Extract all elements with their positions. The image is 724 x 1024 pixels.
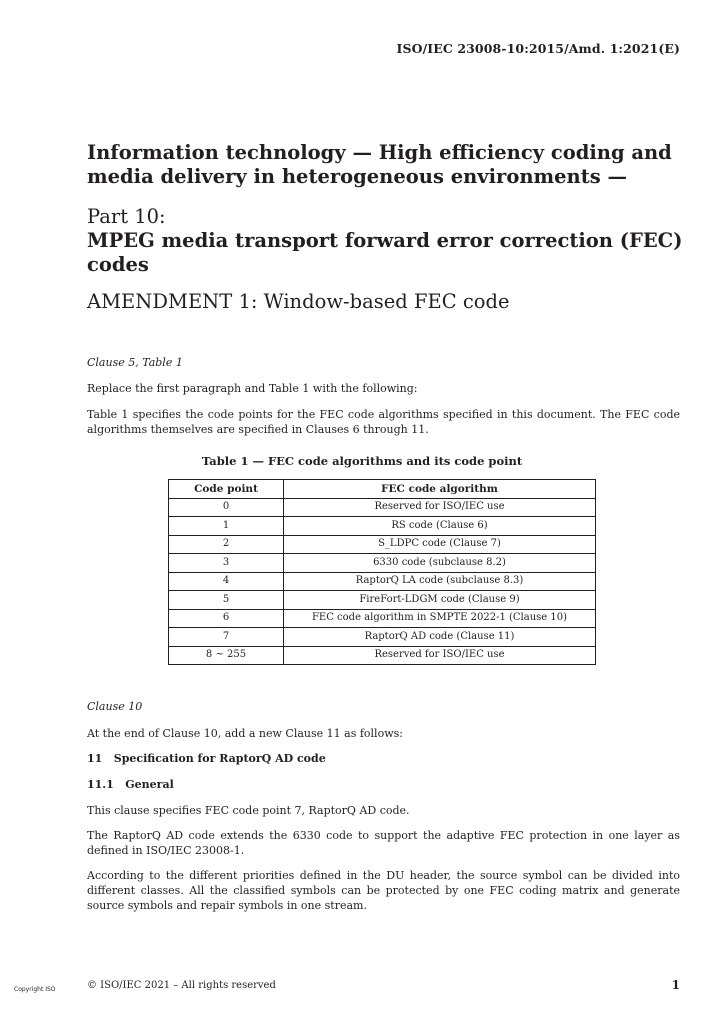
document-main-title: Information technology — High efficiency coding and media delivery in heterogeneous environments — — [87, 141, 672, 188]
fec-code-table — [168, 479, 596, 665]
copyright-stamp: Copyright ISO — [14, 986, 56, 993]
table-row — [169, 609, 596, 628]
table-title: Table 1 — FEC code algorithms and its code point — [201, 454, 523, 468]
code-point-cell: 0 — [169, 498, 284, 517]
algorithm-cell: RaptorQ LA code (subclause 8.3) — [284, 572, 596, 591]
algorithm-cell: Reserved for ISO/IEC use — [284, 498, 596, 517]
table-row — [169, 535, 596, 554]
algorithm-cell: FireFort-LDGM code (Clause 9) — [284, 591, 596, 610]
part-title: MPEG media transport forward error correction (FEC) codes — [87, 229, 683, 276]
table-row — [169, 646, 596, 665]
document-id: ISO/IEC 23008-10:2015/Amd. 1:2021(E) — [396, 41, 680, 56]
code-point-cell: 8 ~ 255 — [169, 646, 284, 665]
table-row — [169, 554, 596, 573]
heading-clause-11: 11 Specification for RaptorQ AD code — [87, 752, 326, 765]
clause-reference-2: Clause 10 — [87, 700, 143, 713]
paragraph-general-2: The RaptorQ AD code extends the 6330 code to support the adaptive FEC protection in one layer as defined in ISO/IEC 23008-1. — [87, 829, 680, 857]
page-number: 1 — [671, 978, 680, 992]
code-point-cell: 2 — [169, 535, 284, 554]
algorithm-cell: 6330 code (subclause 8.2) — [284, 554, 596, 573]
code-point-cell: 7 — [169, 628, 284, 647]
code-point-cell: 5 — [169, 591, 284, 610]
table-row — [169, 628, 596, 647]
paragraph-general-1: This clause specifies FEC code point 7, RaptorQ AD code. — [87, 804, 410, 817]
footer-copyright: © ISO/IEC 2021 – All rights reserved — [87, 980, 276, 991]
table-row — [169, 517, 596, 536]
code-point-cell: 1 — [169, 517, 284, 536]
table-row — [169, 591, 596, 610]
algorithm-cell: FEC code algorithm in SMPTE 2022-1 (Clause 10) — [284, 609, 596, 628]
heading-clause-11-1: 11.1 General — [87, 778, 174, 791]
algorithm-cell: Reserved for ISO/IEC use — [284, 646, 596, 665]
paragraph-general-3: According to the different priorities defined in the DU header, the source symbol can be divided into different classes. All the classified symbols can be protected by one FEC coding matrix and generate source symbols and repair symbols in one stream. — [87, 869, 680, 912]
code-point-cell: 3 — [169, 554, 284, 573]
algorithm-cell: RaptorQ AD code (Clause 11) — [284, 628, 596, 647]
instruction-2: At the end of Clause 10, add a new Clause 11 as follows: — [87, 727, 403, 740]
table-row — [169, 498, 596, 517]
code-point-cell: 4 — [169, 572, 284, 591]
instruction-1: Replace the first paragraph and Table 1 with the following: — [87, 382, 418, 395]
code-point-cell: 6 — [169, 609, 284, 628]
algorithm-cell: S_LDPC code (Clause 7) — [284, 535, 596, 554]
clause-reference-1: Clause 5, Table 1 — [87, 356, 183, 369]
algorithm-cell: RS code (Clause 6) — [284, 517, 596, 536]
table-intro-paragraph: Table 1 specifies the code points for the FEC code algorithms specified in this document. The FEC code algorithms themselves are specified in Clauses 6 through 11. — [87, 408, 680, 436]
amendment-title: AMENDMENT 1: Window-based FEC code — [87, 290, 510, 313]
table-row — [169, 572, 596, 591]
header-fec-algorithm: FEC code algorithm — [284, 480, 596, 499]
table-header-row — [169, 480, 596, 499]
part-number: Part 10: — [87, 205, 166, 228]
header-code-point: Code point — [169, 480, 284, 499]
